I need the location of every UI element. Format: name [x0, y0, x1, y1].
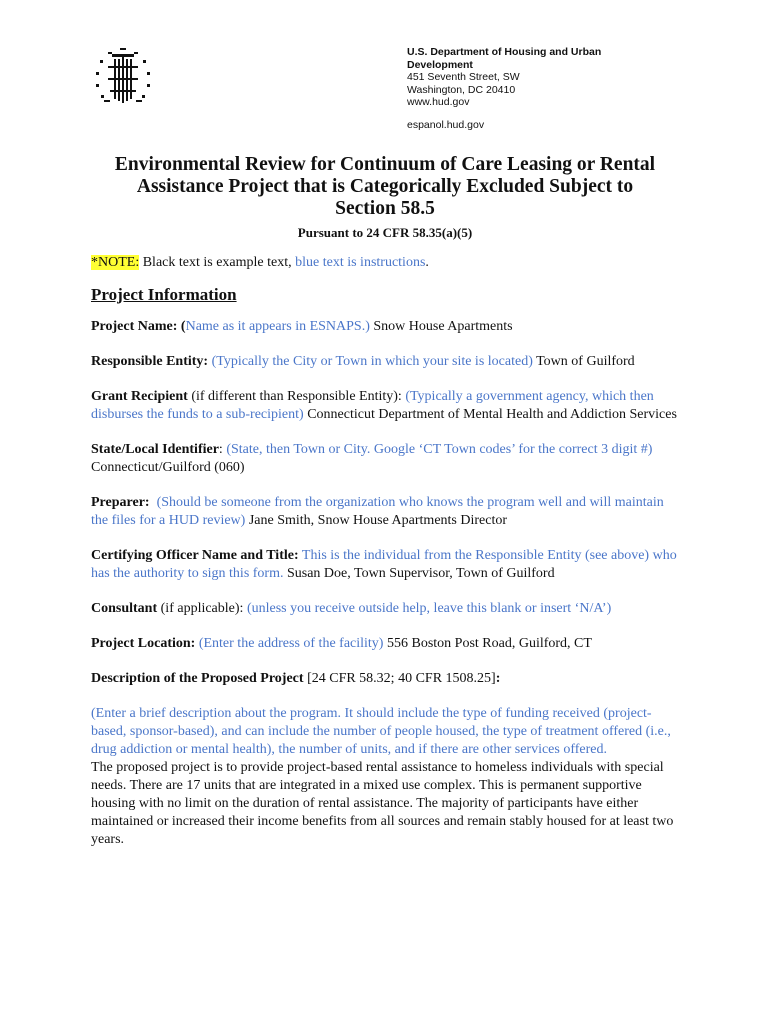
org-name-line2: Development: [407, 58, 473, 71]
field-instruction: This is the individual from the Responsible Entity (see above) who has the authority to sign this form.: [91, 548, 677, 581]
note-line: *NOTE: Black text is example text, blue text is instructions.: [91, 255, 429, 270]
field-project-location: [91, 635, 681, 653]
field-instruction: (Typically the City or Town in which your site is located): [211, 354, 533, 369]
title-line3: Section 58.5: [335, 198, 435, 219]
field-project-name: [91, 318, 681, 336]
field-consultant: [91, 600, 681, 618]
field-description-heading: Description of the Proposed Project [24 CFR 58.32; 40 CFR 1508.25]:: [91, 671, 501, 686]
document-subtitle: Pursuant to 24 CFR 58.35(a)(5): [297, 225, 473, 240]
title-line1: Environmental Review for Continuum of Care Leasing or Rental: [114, 154, 656, 175]
description-value: The proposed project is to provide project-based rental assistance to homeless individuals with special needs. There are 17 units that are integrated in a mixed use complex. This is permanent supportive housing with no limit on the duration of rental assistance. The majority of participants have either maintained or increased their income benefits from all sources and remain stably housed for at least two years.: [91, 760, 674, 847]
field-instruction: (Should be someone from the organization who knows the program well and will maintain the files for a HUD review): [91, 495, 668, 528]
field-value: 556 Boston Post Road, Guilford, CT: [383, 636, 592, 651]
note-text: Black text is example text,: [139, 255, 296, 270]
field-label: Responsible Entity:: [91, 354, 212, 369]
document-title: [70, 154, 700, 220]
field-label: Project Name: (: [91, 319, 186, 334]
field-label: State/Local Identifier: [91, 442, 219, 457]
field-label: Description of the Proposed Project: [91, 671, 304, 686]
field-preparer: [91, 494, 681, 530]
field-value: Connecticut/Guilford (060): [91, 460, 245, 475]
street-address: 451 Seventh Street, SW: [407, 71, 520, 83]
espanol-website-link[interactable]: espanol.hud.gov: [407, 118, 485, 131]
note-label: *NOTE:: [91, 255, 140, 270]
website-link[interactable]: www.hud.gov: [407, 96, 470, 108]
field-label-note: (if different than Responsible Entity):: [187, 389, 406, 404]
city-address: Washington, DC 20410: [407, 83, 516, 96]
field-value: Town of Guilford: [532, 354, 635, 369]
field-citation: [24 CFR 58.32; 40 CFR 1508.25]: [303, 671, 496, 686]
field-value: Snow House Apartments: [369, 319, 513, 334]
title-line2: Assistance Project that is Categorically Excluded Subject to: [136, 176, 634, 197]
field-state-local-identifier: State/Local Identifier: (State, then Town or City. Google ‘CT Town codes’ for the correct 3 digit #) Connecticut/Guilford (060): [91, 442, 653, 475]
field-label: Consultant: [91, 601, 158, 616]
field-value: Connecticut Department of Mental Health and Addiction Services: [303, 407, 677, 422]
hud-letterhead-address: [407, 46, 637, 131]
field-grant-recipient: [91, 388, 681, 424]
field-instruction: Name as it appears in ESNAPS.): [185, 319, 370, 334]
field-label: Project Location:: [91, 636, 196, 651]
field-value: Jane Smith, Snow House Apartments Director: [245, 513, 508, 528]
field-value: Susan Doe, Town Supervisor, Town of Guilford: [283, 566, 555, 581]
field-label: Grant Recipient: [91, 389, 188, 404]
description-instruction: (Enter a brief description about the program. It should include the type of funding received (project-based, sponsor-based), and can include the number of people housed, the type of treatment offered (i.e., drug addiction or mental health), the number of units, and if there are other services offered.: [91, 706, 671, 757]
section-heading-project-information: Project Information: [91, 285, 237, 304]
hud-seal-icon: [90, 44, 156, 110]
field-label: Certifying Officer Name and Title:: [91, 548, 299, 563]
field-instruction: (Enter the address of the facility): [195, 636, 384, 651]
field-label-note: (if applicable):: [157, 601, 247, 616]
field-instruction: (unless you receive outside help, leave this blank or insert ‘N/A’): [246, 601, 612, 616]
org-name-line1: U.S. Department of Housing and Urban: [407, 46, 602, 58]
field-certifying-officer: [91, 547, 681, 583]
field-instruction: (State, then Town or City. Google ‘CT Town codes’ for the correct 3 digit #): [226, 442, 653, 457]
field-instruction: (Typically a government agency, which then disburses the funds to a sub-recipient): [91, 389, 654, 422]
field-label: Preparer:: [91, 495, 150, 510]
note-blue-text: blue text is instructions: [295, 255, 426, 270]
document-body: [91, 254, 681, 849]
field-responsible-entity: [91, 353, 681, 371]
